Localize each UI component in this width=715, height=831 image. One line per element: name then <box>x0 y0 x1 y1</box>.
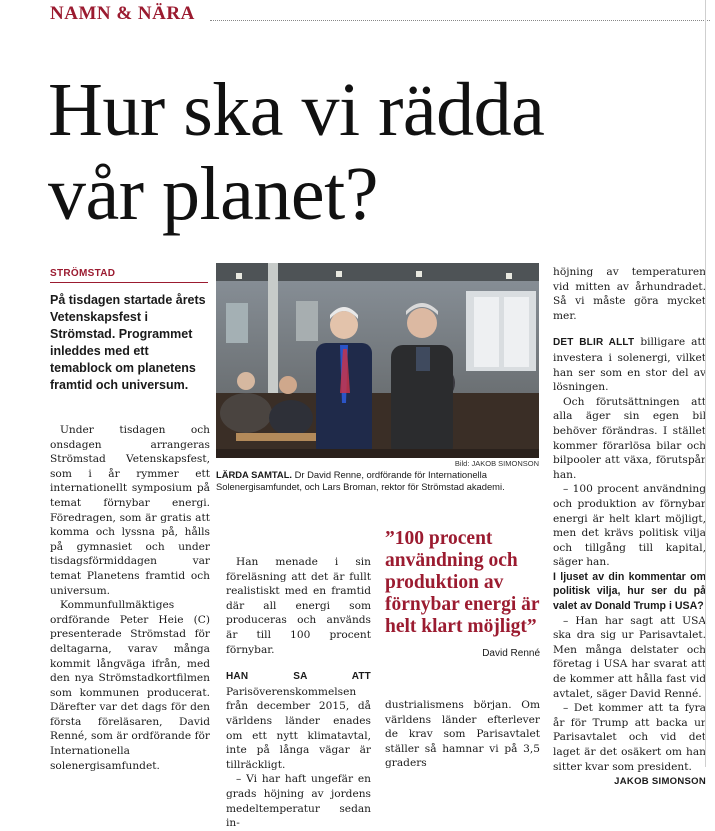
body-column-2b <box>385 698 540 771</box>
caption-lead: LÄRDA SAMTAL. <box>216 469 293 480</box>
body-paragraph: Under tisdagen och onsdagen arrangeras Strömstad Vetenskapsfest, som i år rymmer ett internationellt symposium på temat förnybar energi. Föredragen, som är gratis att komma och lyssna på, hålls på gymnasiet och under tisdagsförmiddagen var temat Planetens framtid och universum. <box>50 424 210 597</box>
body-paragraph: – Det kommer att ta fyra år för Trump att backa ur Parisavtalet och vid det laget är det osäkert om han sitter kvar som president. <box>553 702 706 773</box>
pull-quote-text: ”100 procent användning och produktion av förnybar energi är helt klart möjligt” <box>385 528 540 637</box>
section-label: NAMN & NÄRA <box>50 3 195 24</box>
headline-line-2: vår planet? <box>48 152 378 236</box>
kicker: STRÖMSTAD <box>50 268 116 279</box>
body-paragraph <box>553 335 706 394</box>
body-paragraph: – Vi har haft ungefär en grads höjning av jordens medeltemperatur sedan in- <box>226 773 371 830</box>
interview-question: I ljuset av din kommentar om politisk vilja, hur ser du på valet av Donald Trump i USA? <box>553 570 706 613</box>
paragraph-lead: HAN SA ATT <box>226 671 371 683</box>
caption-text: Dr David Renne, ordförande för Internationella Solenergisamfundet, och Lars Broman, rektor för Strömstad akademi. <box>216 469 505 493</box>
paragraph-text: Parisöverenskommelsen från december 2015, då världens länder enades om ett nytt klimatavtal, inte på långa vägar är tillräckligt. <box>226 685 371 771</box>
body-column-1 <box>50 423 210 773</box>
body-paragraph: höjning av temperaturen vid mitten av århundradet. Så vi måste göra mycket mer. <box>553 266 706 322</box>
body-paragraph: Han menade i sin föreläsning att det är fullt realistiskt med en framtid där all energi som produceras och används är till 100 procent förnybar. <box>226 556 371 656</box>
body-column-2 <box>226 555 371 831</box>
body-paragraph: – Han har sagt att USA ska dra sig ur Parisavtalet. Men många delstater och företag i USA har svarat att de kommer att hålla fast vid avtalet, säger David Renné. <box>553 614 706 700</box>
body-paragraph: Och förutsättningen att alla äger sin egen bil behöver förändras. I stället kommer förarlösa bilar och bilpooler att växa, förutspår han. <box>553 395 706 481</box>
byline: JAKOB SIMONSON <box>614 776 706 788</box>
body-column-3 <box>553 265 706 790</box>
body-paragraph: dustrialismens början. Om världens länder efterlever de krav som Parisavtalet ställer så hamnar vi på 3,5 graders <box>385 699 540 770</box>
ingress: På tisdagen startade årets Vetenskapsfest i Strömstad. Programmet inleddes med ett temablock om planetens framtid och universum. <box>50 293 206 392</box>
kicker-rule <box>50 282 208 283</box>
headline-line-1: Hur ska vi rädda <box>48 68 545 152</box>
pull-quote-attribution: David Renné <box>482 648 540 659</box>
photo-caption <box>216 469 539 494</box>
article-photo <box>216 263 539 458</box>
paragraph-text: billigare att investera i solenergi, vilket han ser som en stor del av lösningen. <box>553 336 706 394</box>
photo-credit: Bild: JAKOB SIMONSON <box>454 459 539 468</box>
body-paragraph: Kommunfullmäktiges ordförande Peter Heie (C) presenterade Strömstad för deltagarna, varav många kommit långväga ifrån, med den nya Strömstadkortfilmen som kommunen producerat. Därefter var det dags för den första föreläsaren, David Renné, som är ordförande för Internationella solenergisamfundet. <box>50 599 210 772</box>
body-paragraph <box>226 669 371 772</box>
photo-illustration <box>216 263 539 458</box>
pull-quote <box>385 528 540 659</box>
body-paragraph: – 100 procent användning och produktion av förnybar energi är helt klart möjligt, men det krävs politisk vilja och tillgång till kapital, säger han. <box>553 483 706 569</box>
section-divider <box>210 20 710 21</box>
page-edge-line <box>705 0 706 767</box>
paragraph-lead: DET BLIR ALLT <box>553 337 635 349</box>
headline <box>48 68 708 236</box>
